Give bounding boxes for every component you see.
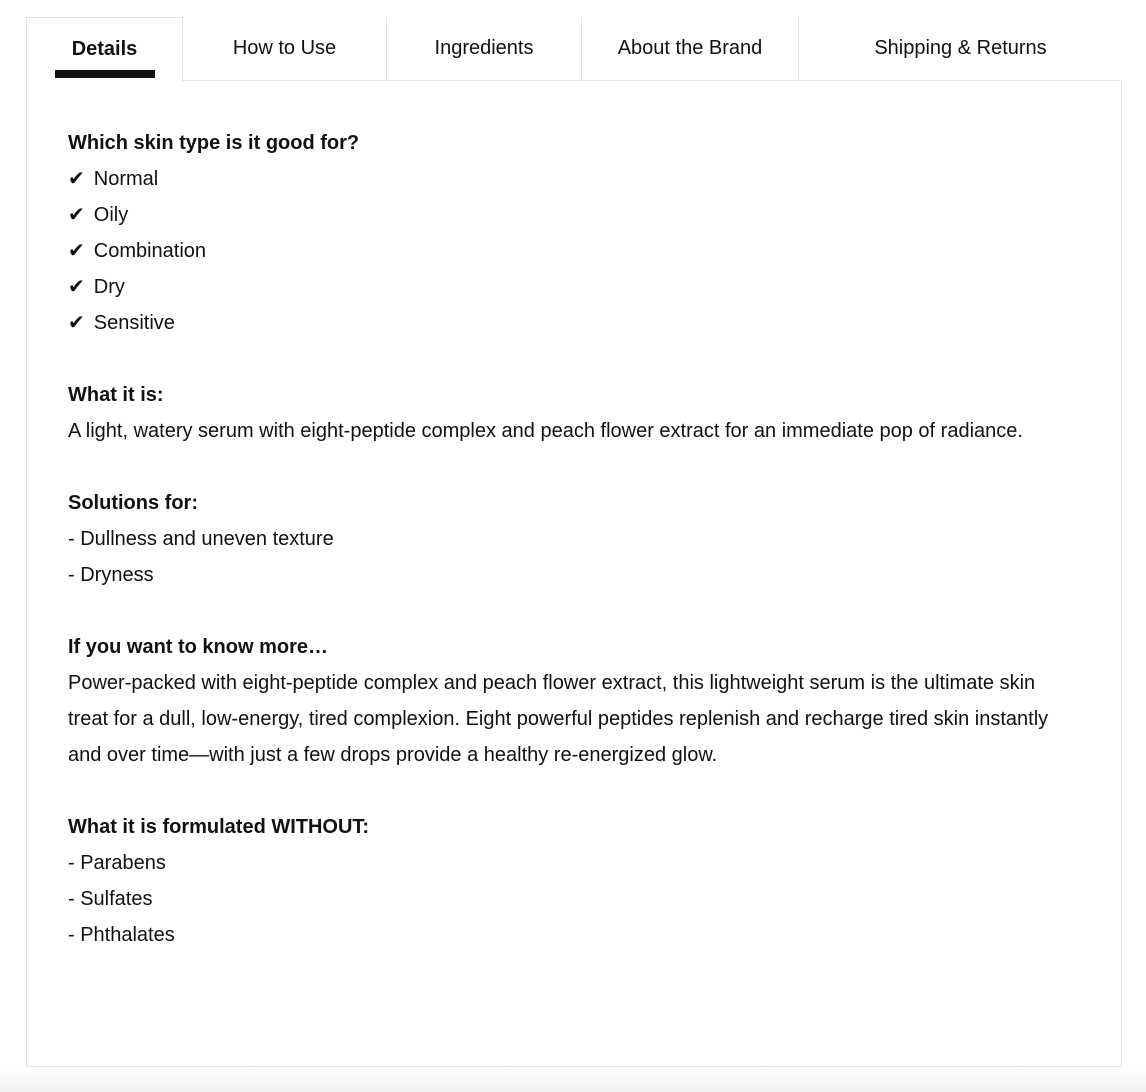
skin-type-label: Oily (93, 204, 129, 226)
check-icon: ✔ (68, 240, 85, 262)
active-tab-underline (55, 70, 155, 78)
product-info-tabbar (26, 17, 1122, 81)
check-icon: ✔ (68, 312, 85, 334)
tab-how-to-use[interactable] (183, 17, 387, 80)
formulated-without-item: - Parabens (68, 852, 166, 874)
skin-type-item (68, 233, 1071, 269)
check-icon: ✔ (68, 168, 85, 190)
formulated-without-item: - Phthalates (68, 924, 175, 946)
know-more-heading: If you want to know more… (68, 636, 329, 658)
section-what-it-is (68, 377, 1071, 449)
formulated-without-item: - Sulfates (68, 888, 153, 910)
skin-type-item (68, 161, 1071, 197)
what-it-is-heading: What it is: (68, 384, 164, 406)
what-it-is-body: A light, watery serum with eight-peptide complex and peach flower extract for an immediate pop of radiance. (68, 420, 1023, 442)
section-know-more (68, 629, 1071, 773)
tab-how-to-use-label: How to Use (232, 37, 337, 59)
skin-type-label: Dry (93, 276, 125, 298)
skin-type-label: Normal (93, 168, 159, 190)
skin-type-label: Sensitive (93, 312, 175, 334)
solutions-heading: Solutions for: (68, 492, 198, 514)
check-icon: ✔ (68, 204, 85, 226)
details-content (27, 81, 1121, 953)
tab-about-the-brand[interactable] (582, 17, 799, 80)
know-more-body: Power-packed with eight-peptide complex and peach flower extract, this lightweight serum is the ultimate skin treat for a dull, low-energy, tired complexion. Eight powerful peptides replenish and recharge tired skin instantly and over time—with just a few drops provide a healthy re-energized glow. (68, 672, 1049, 766)
check-icon: ✔ (68, 276, 85, 298)
tab-shipping-returns-label: Shipping & Returns (874, 37, 1047, 59)
section-formulated-without (68, 809, 1071, 953)
skin-types-heading: Which skin type is it good for? (68, 132, 360, 154)
tab-details-label: Details (71, 38, 138, 60)
section-solutions (68, 485, 1071, 593)
skin-type-item (68, 305, 1071, 341)
tab-about-the-brand-label: About the Brand (617, 37, 763, 59)
tab-ingredients[interactable] (387, 17, 582, 80)
tab-details[interactable] (26, 17, 183, 81)
page-bottom-fade (0, 1068, 1146, 1092)
section-skin-types (68, 125, 1071, 341)
skin-type-item (68, 197, 1071, 233)
tab-ingredients-label: Ingredients (434, 37, 534, 59)
skin-type-item (68, 269, 1071, 305)
tab-shipping-returns[interactable] (799, 17, 1122, 80)
details-tab-panel (26, 80, 1122, 1067)
skin-type-label: Combination (93, 240, 207, 262)
solutions-item: - Dryness (68, 564, 154, 586)
formulated-without-heading: What it is formulated WITHOUT: (68, 816, 370, 838)
solutions-item: - Dullness and uneven texture (68, 528, 334, 550)
